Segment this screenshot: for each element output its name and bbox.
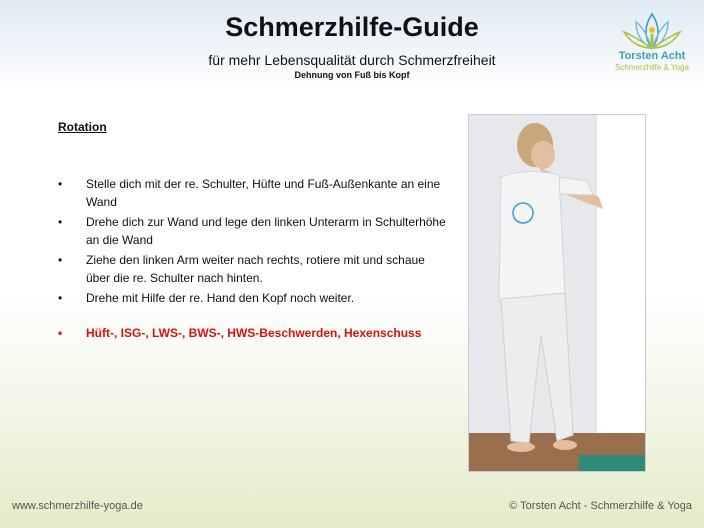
logo-tagline: Schmerzhilfe & Yoga xyxy=(615,63,689,72)
logo-name: Torsten Acht xyxy=(618,50,686,62)
list-item: • Drehe dich zur Wand und lege den linken Unterarm in Schulterhöhe an die Wand xyxy=(58,215,446,247)
instruction-list xyxy=(58,175,448,309)
list-item: • Ziehe den linken Arm weiter nach rechts, rotiere mit und schaue über die re. Schulter nach hinten. xyxy=(58,253,425,285)
page-subtitle: für mehr Lebensqualität durch Schmerzfreiheit xyxy=(208,52,496,68)
list-item: • Drehe mit Hilfe der re. Hand den Kopf noch weiter. xyxy=(58,291,355,305)
page-subsubtitle: Dehnung von Fuß bis Kopf xyxy=(294,70,410,80)
person-illustration xyxy=(469,115,645,471)
exercise-photo xyxy=(468,114,646,472)
list-item: • Stelle dich mit der re. Schulter, Hüfte und Fuß-Außenkante an eine Wand xyxy=(58,177,441,209)
bullet-icon: • xyxy=(58,177,63,191)
page-title: Schmerzhilfe-Guide xyxy=(225,12,479,42)
footer-website[interactable]: www.schmerzhilfe-yoga.de xyxy=(12,500,143,512)
bullet-icon: • xyxy=(58,291,63,305)
warning-text: • Hüft-, ISG-, LWS-, BWS-, HWS-Beschwerden, Hexenschuss xyxy=(58,326,422,340)
footer-copyright: © Torsten Acht - Schmerzhilfe & Yoga xyxy=(509,500,692,512)
section-title: Rotation xyxy=(58,120,107,134)
bullet-icon: • xyxy=(58,253,63,267)
bullet-icon: • xyxy=(58,215,63,229)
bullet-icon: • xyxy=(58,326,63,340)
lotus-icon xyxy=(606,8,698,56)
